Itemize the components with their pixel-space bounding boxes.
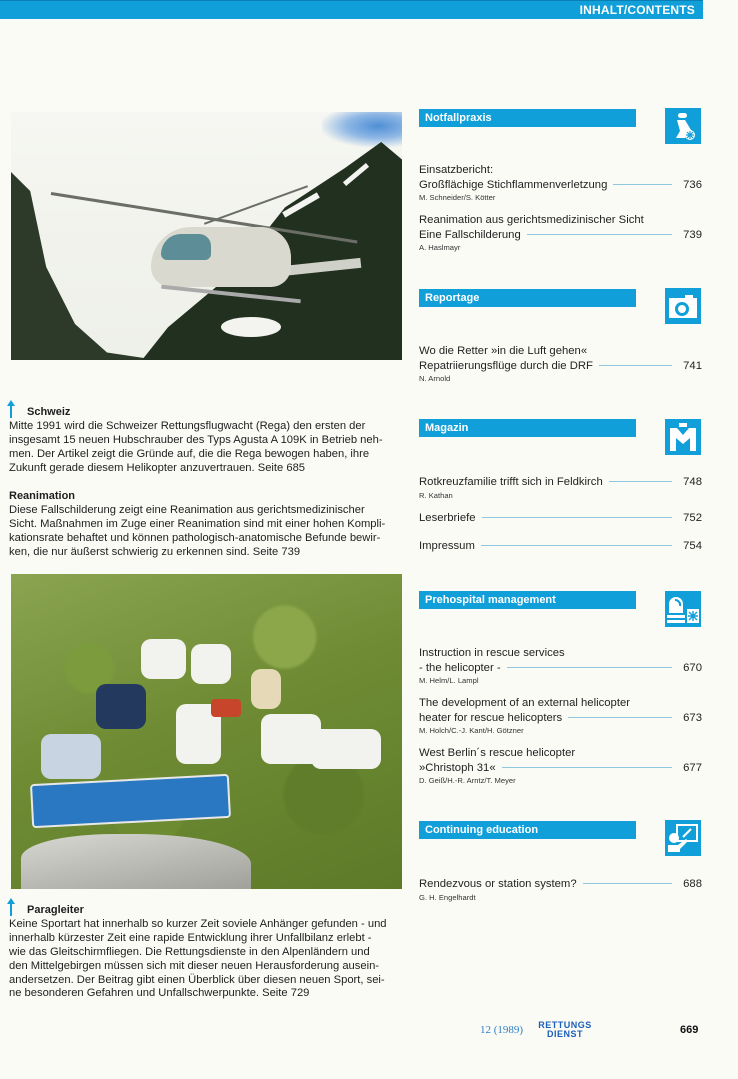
- page-number: 736: [683, 178, 702, 191]
- caption-line: ken, die nur äußerst schwierig zu erkennen sind. Seite 739: [9, 545, 301, 558]
- rescue-scene-photo: [11, 574, 402, 889]
- author: M. Holch/C.-J. Kant/H. Götzner: [419, 726, 524, 735]
- section-header-prehospital-management: Prehospital management: [419, 591, 636, 609]
- page-number: 752: [683, 512, 702, 524]
- author: N. Arnold: [419, 374, 451, 383]
- toc-entry[interactable]: Wo die Retter »in die Luft gehen« Repatriierungsflüge durch die DRF 741 N. Arnold: [419, 345, 702, 383]
- caption-paragleiter: [9, 904, 404, 1001]
- issue-number: 12 (1989): [480, 1024, 524, 1036]
- sky: [322, 112, 402, 147]
- page-number: 673: [683, 711, 702, 724]
- page-number: 741: [683, 359, 702, 372]
- dot-leader: [507, 667, 672, 668]
- teacher-board-icon: [665, 820, 701, 856]
- caption-line: men. Der Artikel zeigt die Gründe auf, die die Rega bewogen haben, ihre: [9, 447, 370, 460]
- arrow-up-icon: [10, 402, 12, 418]
- rescuer: [41, 734, 101, 779]
- dot-leader: [599, 365, 672, 366]
- author: M. Helm/L. Lampl: [419, 676, 479, 685]
- toc-entry[interactable]: Leserbriefe 752: [419, 512, 702, 524]
- caption-reanimation: [9, 490, 404, 560]
- caption-line: innerhalb kürzester Zeit eine rapide Entwicklung ihrer Unfallbilanz erlebt -: [9, 931, 372, 944]
- snow-patch: [221, 317, 281, 337]
- dot-leader: [482, 517, 672, 518]
- toc-entry[interactable]: The development of an external helicopter heater for rescue helicopters 673 M. Holch/C.-J. Kant/H. Götzner: [419, 697, 702, 735]
- caption-line: andersetzen. Der Beitrag gibt einen Überblick über diesen neuen Sport, sei-: [9, 973, 385, 986]
- page-number: 688: [683, 878, 702, 890]
- caption-line: Keine Sportart hat innerhalb so kurzer Zeit soviele Anhänger gefunden - und: [9, 917, 387, 930]
- rescuer: [96, 684, 146, 729]
- caption-schweiz: [9, 406, 404, 476]
- caption-line: Mitte 1991 wird die Schweizer Rettungsflugwacht (Rega) den ersten der: [9, 419, 366, 432]
- page-number: 677: [683, 761, 702, 774]
- dot-leader: [583, 883, 672, 884]
- rescuer: [191, 644, 231, 684]
- magazine-m-icon: [665, 419, 701, 455]
- section-header-magazin: Magazin: [419, 419, 636, 437]
- red-bag: [211, 699, 241, 717]
- section-header-notfallpraxis: Notfallpraxis: [419, 109, 636, 127]
- dot-leader: [527, 234, 672, 235]
- author: D. Geiß/H.-R. Arntz/T. Meyer: [419, 776, 516, 785]
- rescuer: [141, 639, 186, 679]
- caption-title: Reanimation: [9, 490, 76, 502]
- page-number-footer: 669: [680, 1024, 699, 1036]
- ambulance-light-icon: [665, 591, 701, 627]
- dot-leader: [609, 481, 672, 482]
- page-number: 754: [683, 540, 702, 552]
- section-header-continuing-education: Continuing education: [419, 821, 636, 839]
- dot-leader: [568, 717, 672, 718]
- first-aid-person-icon: [665, 108, 701, 144]
- page-number: 670: [683, 661, 702, 674]
- toc-entry[interactable]: Rendezvous or station system? 688 G. H. Engelhardt: [419, 878, 702, 902]
- page-number: 739: [683, 228, 702, 241]
- caption-line: kationsrate behaftet und können pathologisch-anatomische Befunde bewir-: [9, 531, 381, 544]
- toc-entry[interactable]: West Berlin´s rescue helicopter »Christoph 31« 677 D. Geiß/H.-R. Arntz/T. Meyer: [419, 747, 702, 785]
- camera-icon: [665, 288, 701, 324]
- toc-entry[interactable]: Impressum 754: [419, 540, 702, 552]
- dot-leader: [481, 545, 672, 546]
- toc-entry[interactable]: Instruction in rescue services - the helicopter - 670 M. Helm/L. Lampl: [419, 647, 702, 685]
- toc-entry[interactable]: Einsatzbericht: Großflächige Stichflammenverletzung 736 M. Schneider/S. Kötter: [419, 164, 702, 202]
- rescuer: [311, 729, 381, 769]
- rescuer: [251, 669, 281, 709]
- author: R. Kathan: [419, 490, 453, 500]
- caption-line: ne besonderen Gefahren und Unfallschwerpunkte. Seite 729: [9, 987, 310, 1000]
- author: G. H. Engelhardt: [419, 892, 476, 902]
- page-number: 748: [683, 476, 702, 488]
- section-header-reportage: Reportage: [419, 289, 636, 307]
- dot-leader: [502, 767, 672, 768]
- caption-line: insgesamt 15 neuen Hubschrauber des Typs Agusta A 109K in Betrieb neh-: [9, 433, 383, 446]
- caption-line: Sicht. Maßnahmen im Zuge einer Reanimation sind mit einer hohen Kompli-: [9, 517, 386, 530]
- author: M. Schneider/S. Kötter: [419, 193, 496, 202]
- toc-entry[interactable]: Rotkreuzfamilie trifft sich in Feldkirch 748 R. Kathan: [419, 476, 702, 500]
- author: A. Haslmayr: [419, 243, 461, 252]
- header-bar: [0, 0, 703, 19]
- caption-title: Paragleiter: [9, 904, 404, 918]
- vacuum-mattress: [30, 774, 231, 828]
- dot-leader: [613, 184, 672, 185]
- caption-line: Zukunft gerade diesem Helikopter anzuvertrauen. Seite 685: [9, 461, 306, 474]
- rettungsdienst-logo: RETTUNGS DIENST: [538, 1020, 592, 1039]
- caption-line: wie das Gleitschirmfliegen. Die Rettungsdienste in den Alpenländern und: [9, 945, 370, 958]
- rock: [21, 834, 251, 889]
- caption-line: den Mittelgebirgen müssen sich mit dieser neuen Herausforderung ausein-: [9, 959, 380, 972]
- page-title: INHALT/CONTENTS: [579, 3, 695, 17]
- helicopter-canopy: [161, 234, 211, 260]
- toc-entry[interactable]: Reanimation aus gerichtsmedizinischer Sicht Eine Fallschilderung 739 A. Haslmayr: [419, 214, 702, 252]
- caption-title: Schweiz: [9, 406, 404, 420]
- caption-line: Diese Fallschilderung zeigt eine Reanimation aus gerichtsmedizinischer: [9, 503, 365, 516]
- helicopter-photo: [11, 112, 402, 360]
- arrow-up-icon: [10, 900, 12, 916]
